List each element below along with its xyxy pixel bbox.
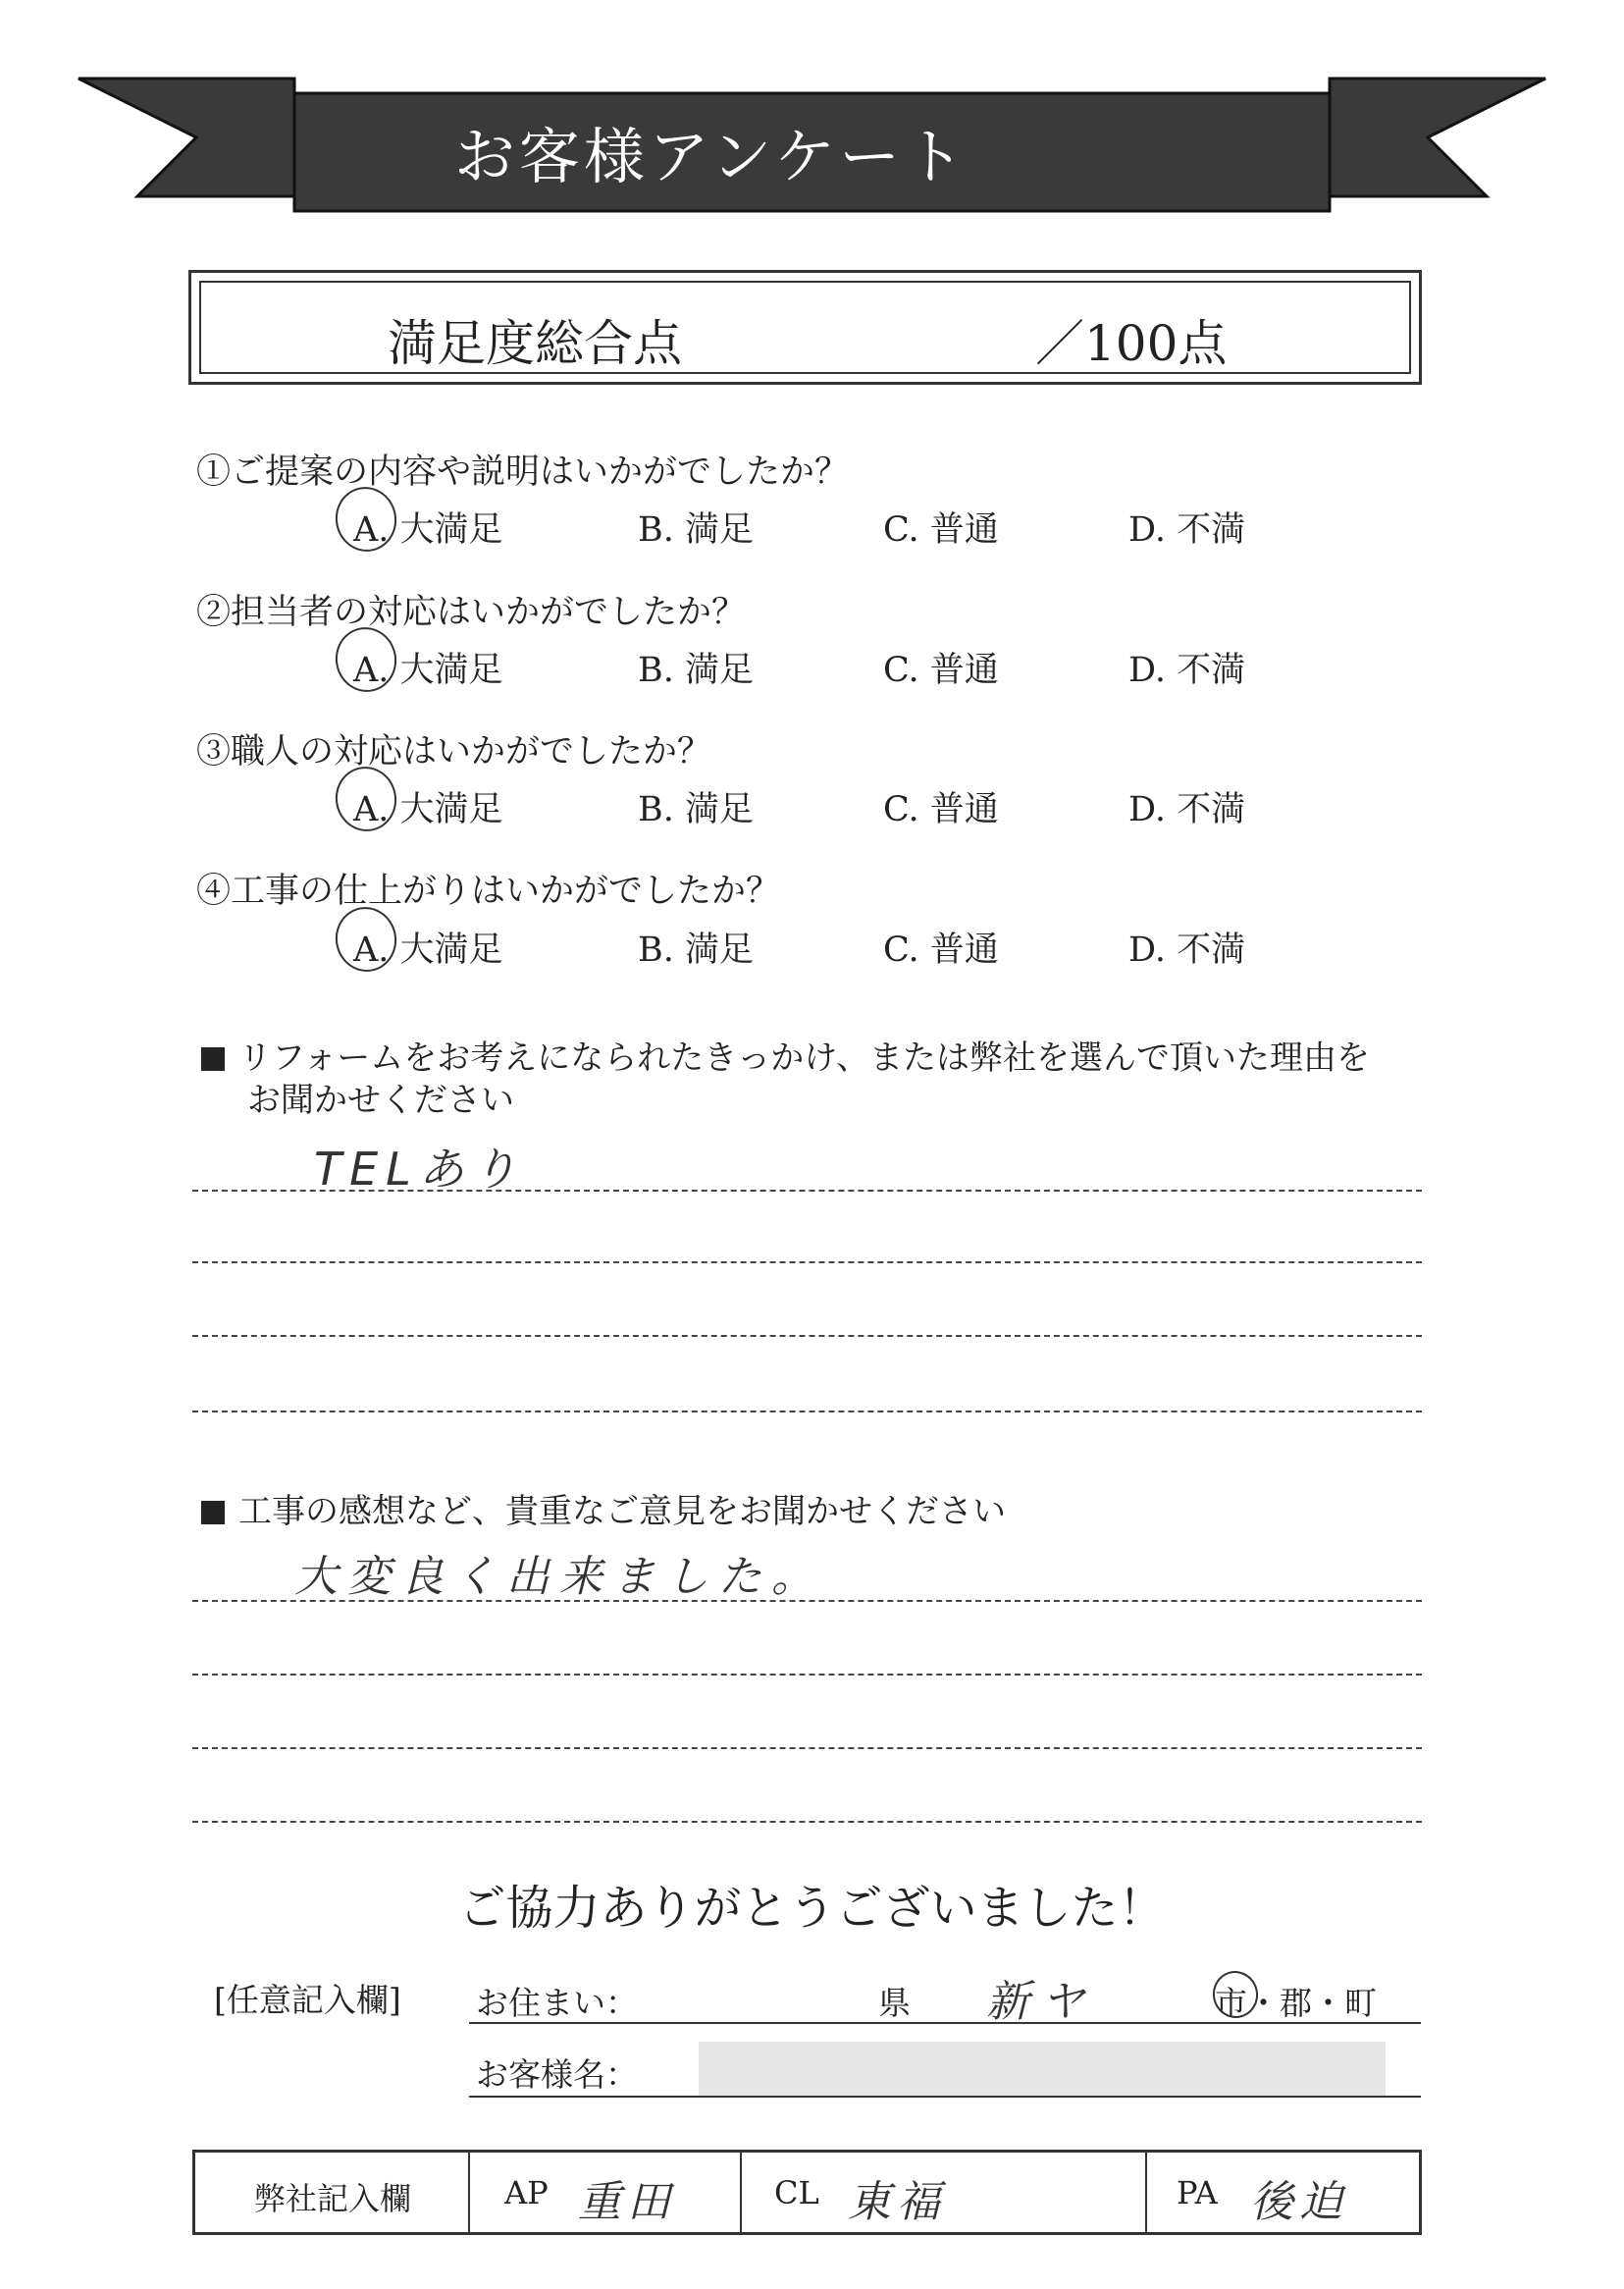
name-label: お客様名： bbox=[476, 2055, 638, 2094]
reason-line-2 bbox=[192, 1261, 1422, 1263]
cl-value[interactable]: 東福 bbox=[848, 2177, 946, 2227]
pa-value[interactable]: 後迫 bbox=[1250, 2177, 1348, 2227]
redacted-name bbox=[699, 2042, 1386, 2096]
question-1: ①ご提案の内容や説明はいかがでしたか？ bbox=[196, 452, 850, 492]
question-4: ④工事の仕上がりはいかがでしたか？ bbox=[196, 872, 781, 911]
q4-option-a[interactable]: A. 大満足 bbox=[353, 931, 503, 970]
name-underline bbox=[469, 2096, 1421, 2098]
q1-option-d[interactable]: D. 不満 bbox=[1128, 510, 1246, 550]
score-max: ／100点 bbox=[1035, 315, 1228, 372]
score-box bbox=[188, 270, 1422, 385]
reason-heading: リフォームをお考えになられたきっかけ、または弊社を選んで頂いた理由を bbox=[201, 1031, 1370, 1079]
square-bullet-icon bbox=[201, 1501, 225, 1524]
square-bullet-icon bbox=[201, 1047, 225, 1071]
q1-option-a[interactable]: A. 大満足 bbox=[353, 510, 503, 550]
q2-option-c[interactable]: C. 普通 bbox=[883, 651, 999, 690]
optional-label: [任意記入欄] bbox=[214, 1981, 401, 2019]
q2-option-b[interactable]: B. 満足 bbox=[638, 651, 754, 690]
q4-option-b[interactable]: B. 満足 bbox=[638, 931, 754, 970]
city-suffix-label: 市・郡・町 bbox=[1215, 1984, 1377, 2022]
feedback-line-4 bbox=[192, 1821, 1422, 1823]
company-table bbox=[192, 2150, 1422, 2235]
reason-line-4 bbox=[192, 1411, 1422, 1412]
company-label: 弊社記入欄 bbox=[254, 2180, 412, 2217]
q4-option-c[interactable]: C. 普通 bbox=[883, 931, 999, 970]
thanks-message: ご協力ありがとうございました！ bbox=[458, 1881, 1166, 1936]
feedback-answer[interactable]: 大変良く出来ました。 bbox=[294, 1552, 824, 1602]
q1-option-b[interactable]: B. 満足 bbox=[638, 510, 754, 550]
q3-option-b[interactable]: B. 満足 bbox=[638, 790, 754, 829]
reason-line-1 bbox=[192, 1190, 1422, 1192]
reason-line-3 bbox=[192, 1335, 1422, 1337]
q2-option-d[interactable]: D. 不満 bbox=[1128, 651, 1246, 690]
pa-label: PA bbox=[1177, 2174, 1218, 2211]
feedback-line-2 bbox=[192, 1674, 1422, 1676]
feedback-heading: 工事の感想など、貴重なご意見をお聞かせください bbox=[201, 1484, 1006, 1532]
address-underline bbox=[469, 2022, 1421, 2024]
prefecture-label: 県 bbox=[878, 1984, 911, 2022]
reason-heading-line2: お聞かせください bbox=[247, 1081, 514, 1120]
cl-label: CL bbox=[774, 2174, 819, 2211]
page-title: お客様アンケート bbox=[453, 121, 969, 192]
q3-option-c[interactable]: C. 普通 bbox=[883, 790, 999, 829]
q4-option-d[interactable]: D. 不満 bbox=[1128, 931, 1246, 970]
q3-option-a[interactable]: A. 大満足 bbox=[353, 790, 503, 829]
address-label: お住まい： bbox=[476, 1984, 638, 2022]
feedback-line-1 bbox=[192, 1600, 1422, 1602]
q3-option-d[interactable]: D. 不満 bbox=[1128, 790, 1246, 829]
score-label: 満足度総合点 bbox=[388, 315, 682, 372]
q2-option-a[interactable]: A. 大満足 bbox=[353, 651, 503, 690]
reason-answer[interactable]: TELあり bbox=[314, 1143, 525, 1196]
question-3: ③職人の対応はいかがでしたか？ bbox=[196, 732, 712, 772]
ap-value[interactable]: 重田 bbox=[578, 2177, 676, 2227]
feedback-line-3 bbox=[192, 1747, 1422, 1749]
question-2: ②担当者の対応はいかがでしたか？ bbox=[196, 593, 747, 632]
ap-label: AP bbox=[504, 2174, 549, 2211]
city-answer[interactable]: 新ヤ bbox=[986, 1977, 1096, 2027]
q1-option-c[interactable]: C. 普通 bbox=[883, 510, 999, 550]
